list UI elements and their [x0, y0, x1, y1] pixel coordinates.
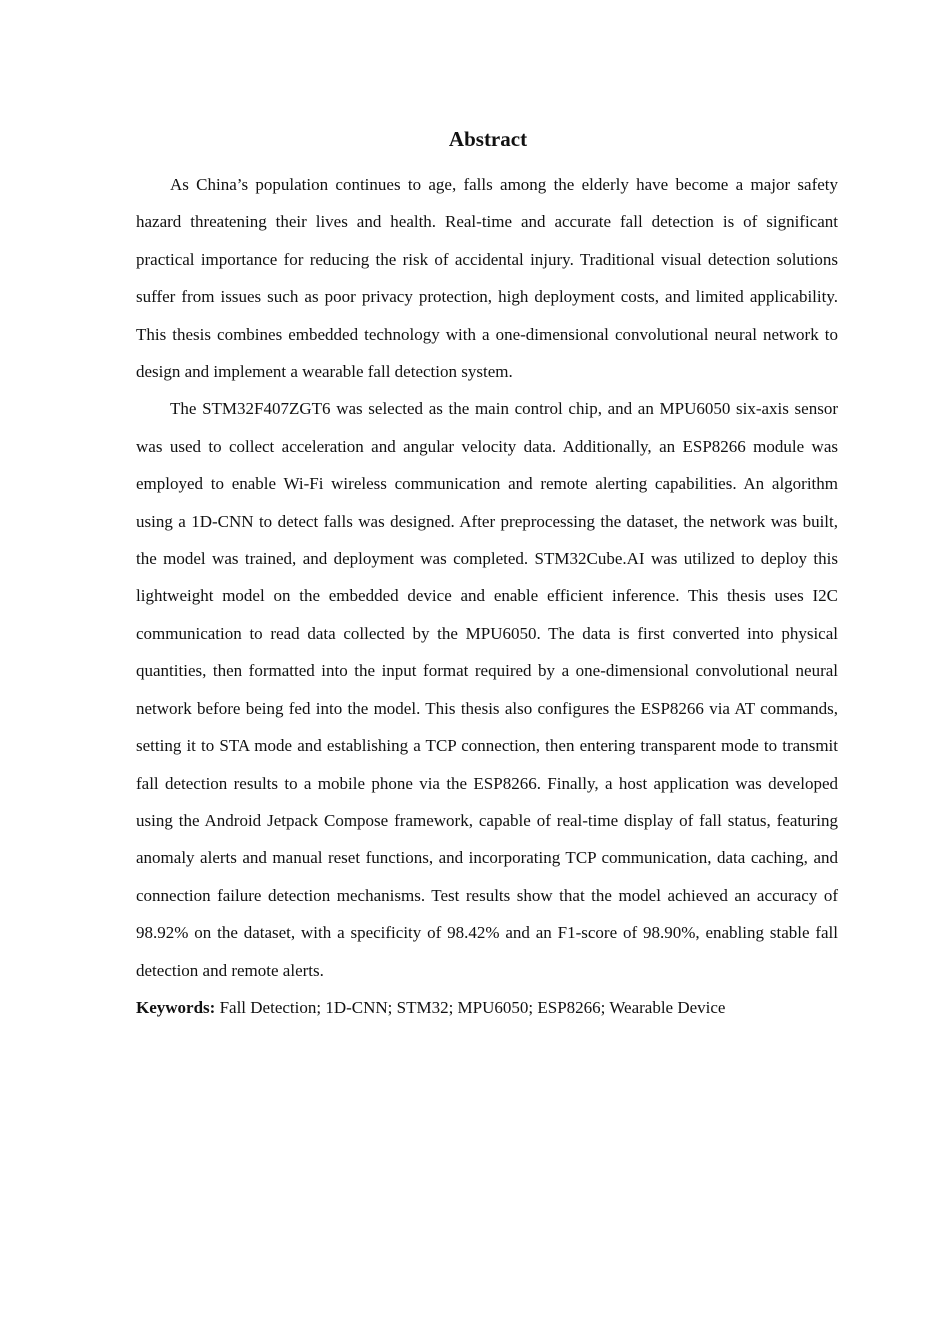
keywords-text: Fall Detection; 1D-CNN; STM32; MPU6050; ESP8266; Wearable Device — [215, 997, 726, 1017]
abstract-paragraph-2: The STM32F407ZGT6 was selected as the main control chip, and an MPU6050 six-axis sensor was used to collect acceleration and angular velocity data. Additionally, an ESP8266 module was employed to enable Wi-Fi wireless communication and remote alerting capabilities. An algorithm using a 1D-CNN to detect falls was designed. After preprocessing the dataset, the network was built, the model was trained, and deployment was completed. STM32Cube.AI was utilized to deploy this lightweight model on the embedded device and enable efficient inference. This thesis uses I2C communication to read data collected by the MPU6050. The data is first converted into physical quantities, then formatted into the input format required by a one-dimensional convolutional neural network before being fed into the model. This thesis also configures the ESP8266 via AT commands, setting it to STA mode and establishing a TCP connection, then entering transparent mode to transmit fall detection results to a mobile phone via the ESP8266. Finally, a host application was developed using the Android Jetpack Compose framework, capable of real-time display of fall status, featuring anomaly alerts and manual reset functions, and incorporating TCP communication, data caching, and connection failure detection mechanisms. Test results show that the model achieved an accuracy of 98.92% on the dataset, with a specificity of 98.42% and an F1-score of 98.90%, enabling stable fall detection and remote alerts. — [136, 399, 838, 980]
keywords-label: Keywords: — [136, 997, 216, 1017]
abstract-section — [136, 124, 838, 1026]
abstract-title: Abstract — [448, 127, 528, 151]
abstract-paragraph-1: As China’s population continues to age, falls among the elderly have become a major safety hazard threatening their lives and health. Real-time and accurate fall detection is of significant practical importance for reducing the risk of accidental injury. Traditional visual detection solutions suffer from issues such as poor privacy protection, high deployment costs, and limited applicability. This thesis combines embedded technology with a one-dimensional convolutional neural network to design and implement a wearable fall detection system. — [136, 175, 838, 382]
keywords-line — [136, 989, 838, 1026]
